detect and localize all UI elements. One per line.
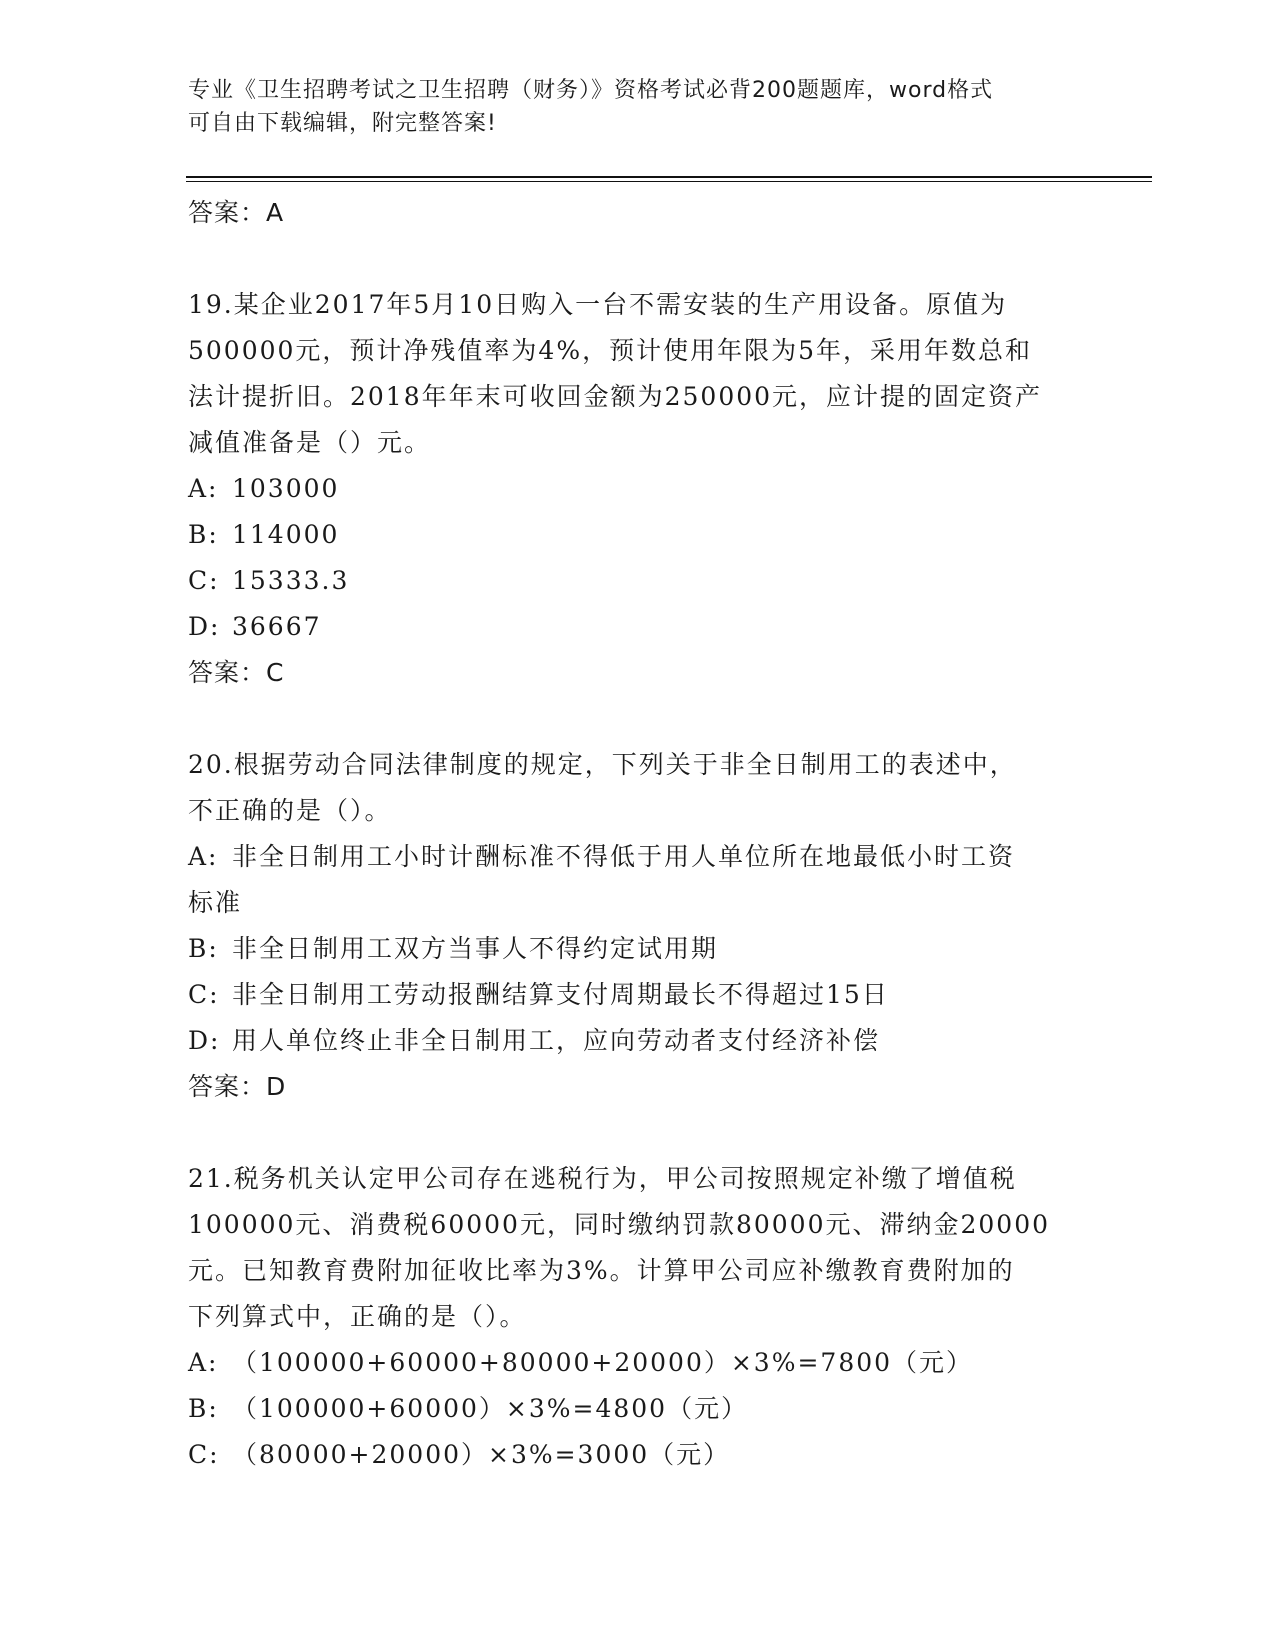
- question-stem-line: 下列算式中，正确的是（）。: [188, 1302, 527, 1331]
- header-divider-thin: [186, 181, 1152, 182]
- option-text: 103000: [232, 474, 340, 503]
- question-block-19: [188, 282, 1088, 696]
- spacer: [188, 1110, 1088, 1156]
- page-header: [188, 74, 1088, 140]
- option-letter: A:: [188, 842, 219, 871]
- option-a: [188, 834, 1088, 880]
- spacer: [188, 236, 1088, 282]
- option-text: （100000+60000）×3%=4800（元）: [232, 1394, 749, 1423]
- option-letter: B:: [188, 520, 219, 549]
- document-body: [188, 190, 1088, 1478]
- option-text: 用人单位终止非全日制用工，应向劳动者支付经济补偿: [232, 1026, 881, 1055]
- question-stem-line: 500000元，预计净残值率为4%，预计使用年限为5年，采用年数总和: [188, 336, 1033, 365]
- option-d: [188, 1018, 1088, 1064]
- header-divider-thick: [186, 176, 1152, 178]
- question-stem-line: 减值准备是（）元。: [188, 428, 432, 457]
- option-text: 非全日制用工劳动报酬结算支付周期最长不得超过15日: [232, 980, 889, 1009]
- option-letter: C:: [188, 980, 220, 1009]
- question-block-20: [188, 742, 1088, 1110]
- option-text: 114000: [232, 520, 340, 549]
- option-b: [188, 1386, 1088, 1432]
- option-letter: D:: [188, 612, 221, 641]
- option-d: [188, 604, 1088, 650]
- answer-label: 答案：D: [188, 1072, 287, 1101]
- option-c: [188, 1432, 1088, 1478]
- question-stem-line: 元。已知教育费附加征收比率为3%。计算甲公司应补缴教育费附加的: [188, 1256, 1015, 1285]
- option-c: [188, 972, 1088, 1018]
- option-letter: C:: [188, 1440, 220, 1469]
- header-line-2: 可自由下载编辑，附完整答案!: [188, 111, 497, 136]
- option-text: 非全日制用工双方当事人不得约定试用期: [232, 934, 719, 963]
- option-letter: A:: [188, 474, 219, 503]
- option-letter: B:: [188, 1394, 219, 1423]
- question-block-21: [188, 1156, 1088, 1478]
- option-b: [188, 926, 1088, 972]
- question-stem-line: 100000元、消费税60000元，同时缴纳罚款80000元、滞纳金20000: [188, 1210, 1051, 1239]
- option-text: （100000+60000+80000+20000）×3%=7800（元）: [232, 1348, 974, 1377]
- question-stem-line: 法计提折旧。2018年年末可收回金额为250000元，应计提的固定资产: [188, 382, 1043, 411]
- question-stem-line: 不正确的是（）。: [188, 796, 392, 825]
- header-line-1: 专业《卫生招聘考试之卫生招聘（财务）》资格考试必背200题题库，word格式: [188, 78, 994, 103]
- option-c: [188, 558, 1088, 604]
- option-a-continuation: 标准: [188, 888, 243, 917]
- option-text: 36667: [232, 612, 322, 641]
- answer-label: 答案：C: [188, 658, 285, 687]
- spacer: [188, 696, 1088, 742]
- option-text: 非全日制用工小时计酬标准不得低于用人单位所在地最低小时工资: [232, 842, 1016, 871]
- option-letter: D:: [188, 1026, 221, 1055]
- option-text: 15333.3: [232, 566, 350, 595]
- option-letter: B:: [188, 934, 219, 963]
- option-letter: A:: [188, 1348, 219, 1377]
- option-letter: C:: [188, 566, 220, 595]
- answer-label: 答案：A: [188, 198, 285, 227]
- option-b: [188, 512, 1088, 558]
- option-a: [188, 1340, 1088, 1386]
- question-stem-line: 20.根据劳动合同法律制度的规定，下列关于非全日制用工的表述中，: [188, 750, 1017, 779]
- question-stem-line: 19.某企业2017年5月10日购入一台不需安装的生产用设备。原值为: [188, 290, 1008, 319]
- question-stem-line: 21.税务机关认定甲公司存在逃税行为，甲公司按照规定补缴了增值税: [188, 1164, 1017, 1193]
- option-text: （80000+20000）×3%=3000（元）: [232, 1440, 731, 1469]
- option-a: [188, 466, 1088, 512]
